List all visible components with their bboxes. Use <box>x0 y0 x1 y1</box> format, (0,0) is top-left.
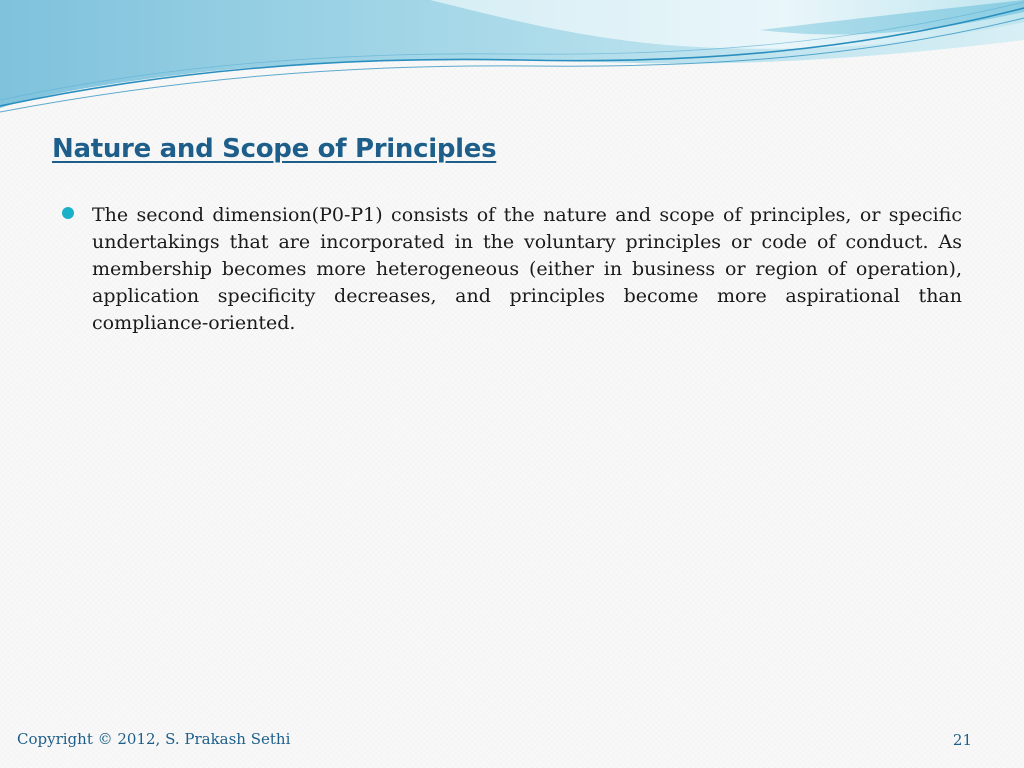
bullet-list <box>62 202 962 337</box>
bullet-item <box>62 202 962 337</box>
slide-title: Nature and Scope of Principles <box>52 134 497 164</box>
page-number: 21 <box>952 731 972 749</box>
bullet-icon <box>62 207 74 219</box>
bullet-text: The second dimension(P0-P1) consists of the nature and scope of principles, or specific undertakings that are incorporated in the voluntary principles or code of conduct. As membership becomes more heterogeneous (either in business or region of operation), application specificity decreases, and principles become more aspirational than compliance-oriented. <box>92 204 962 334</box>
header-wave-decoration <box>0 0 1024 130</box>
footer-copyright: Copyright © 2012, S. Prakash Sethi <box>17 730 291 748</box>
